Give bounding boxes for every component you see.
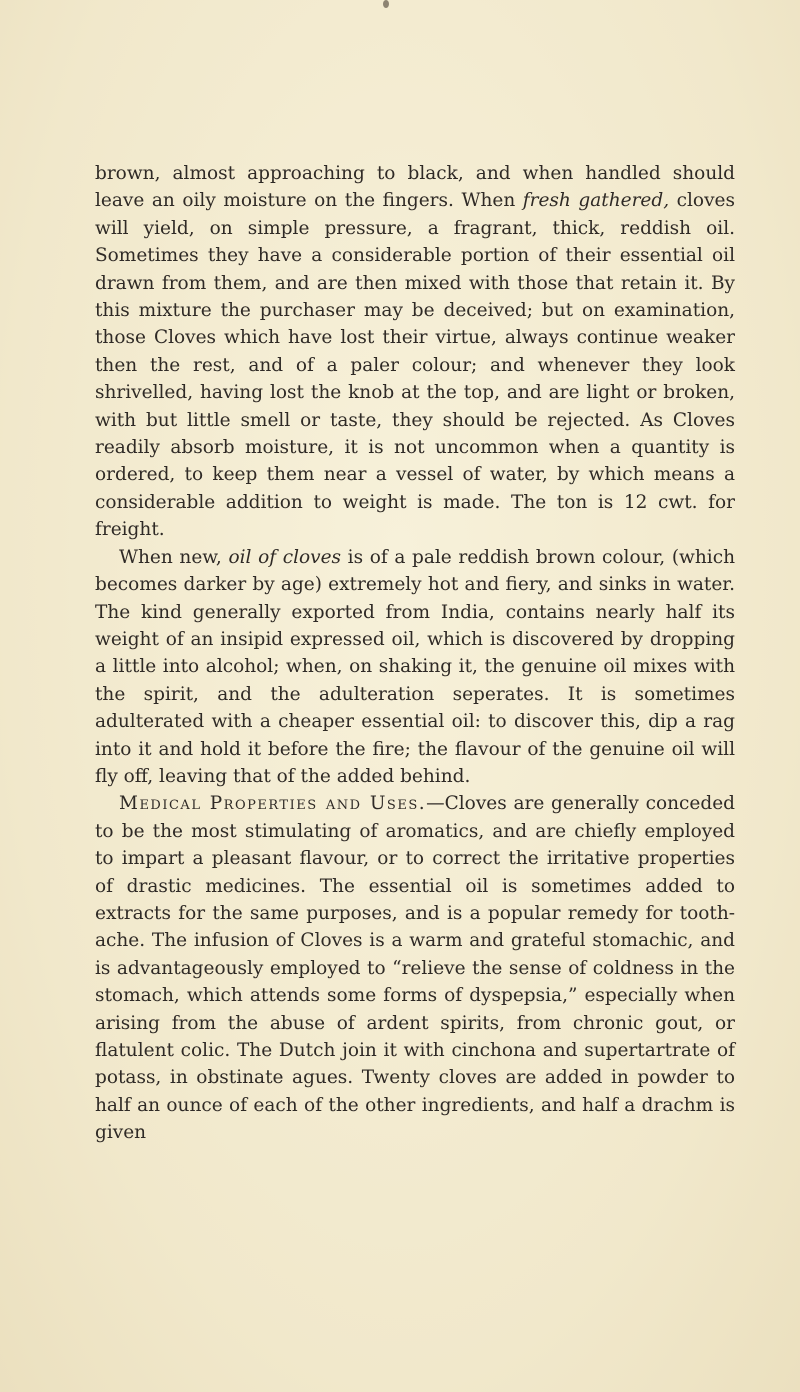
paragraph-clove-quality [95,160,735,544]
section-heading: Medical Properties and Uses. [119,793,427,815]
paragraph-oil-of-cloves [95,544,735,791]
paragraph-medical-properties [95,790,735,1146]
text-segment: is of a pale reddish brown colour, (which becomes darker by age) extremely hot and fiery, and sinks in water. The kind generally exported from India, contains nearly half its weight of an insipid expressed oil, which is discovered by dropping a little into alcohol; when, on shaking it, the genuine oil mixes with the spirit, and the adulteration seperates. It is sometimes adulterated with a cheaper essential oil: to discover this, dip a rag into it and hold it before the fire; the flavour of the genuine oil will fly off, leaving that of the added behind. [95,546,735,787]
body-text [95,160,735,1147]
italic-phrase: fresh gathered, [522,190,670,212]
italic-phrase: oil of cloves [228,546,342,568]
text-segment: brown, almost approaching to black, and when handled should leave an oily moisture on the fingers. When [95,163,735,212]
text-segment: cloves will yield, on simple pressure, a fragrant, thick, reddish oil. Sometimes they have a considerable portion of their essential oil drawn from them, and are then mixed with those that retain it. By this mixture the purchaser may be deceived; but on examination, those Cloves which have lost their virtue, always continue weaker then the rest, and of a paler colour; and whenever they look shrivelled, having lost the knob at the top, and are light or broken, with but little smell or taste, they should be rejected. As Cloves readily absorb moisture, it is not uncommon when a quantity is ordered, to keep them near a vessel of water, by which means a considerable addition to weight is made. The ton is 12 cwt. for freight. [95,190,735,541]
ink-speck [383,0,389,8]
text-segment: —Cloves are generally conceded to be the most stimulating of aromatics, and are chiefly employed to impart a pleasant flavour, or to correct the irritative properties of drastic medicines. The essential oil is sometimes added to extracts for the same purposes, and is a popular remedy for tooth-ache. The infusion of Cloves is a warm and grateful stomachic, and is advantageously employed to “relieve the sense of coldness in the stomach, which attends some forms of dyspepsia,” especially when arising from the abuse of ardent spirits, from chronic gout, or flatulent colic. The Dutch join it with cinchona and supertartrate of potass, in obstinate agues. Twenty cloves are added in powder to half an ounce of each of the other ingredients, and half a drachm is given [95,793,735,1144]
text-segment: When new, [119,546,229,568]
